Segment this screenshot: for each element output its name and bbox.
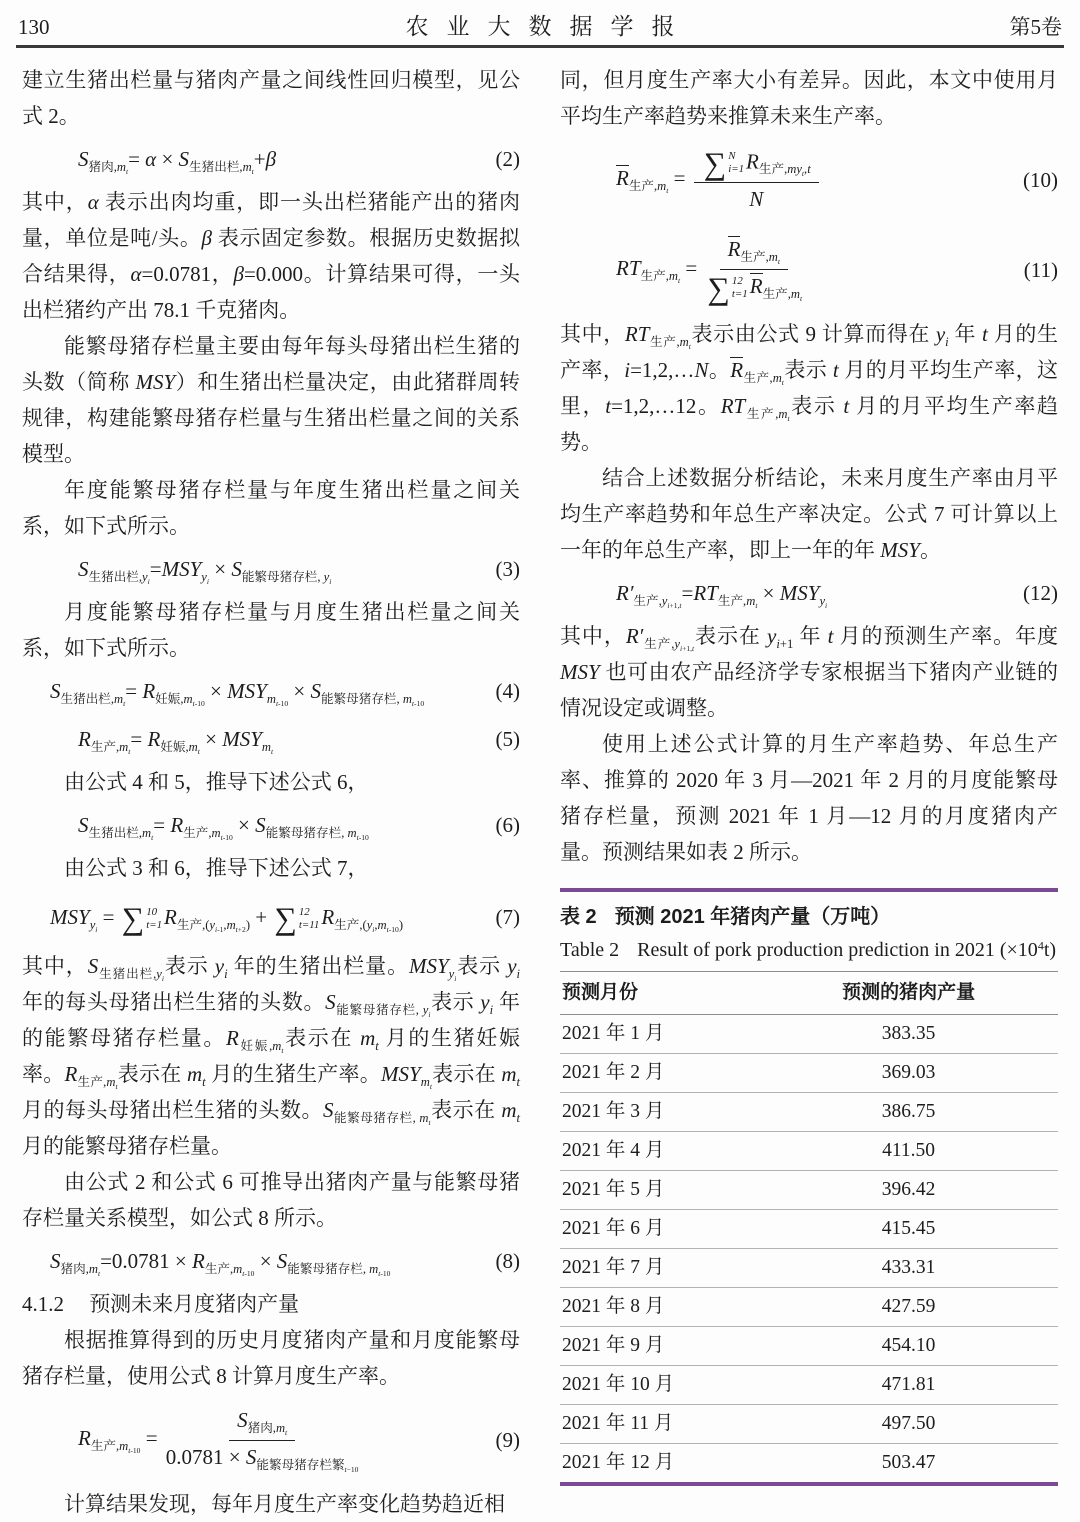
table-header-row [560, 971, 1058, 1015]
equation-8 [22, 1238, 520, 1284]
table-cell-production: 411.50 [882, 1140, 936, 1161]
table-cell-production: 415.45 [881, 1218, 936, 1239]
table-cell-production: 497.50 [881, 1413, 936, 1434]
table-cell-production: 433.31 [881, 1257, 936, 1278]
table-cell-month: 2021 年 12 月 [562, 1452, 675, 1473]
page-header [0, 0, 1080, 45]
equation-6-formula: $S_{生猪出栏,m_t}= R_{生产,m_{t-10}} \times S_{能繁母猪存栏, m_{t-10}}$ [78, 813, 369, 843]
equation-2 [22, 136, 520, 182]
equation-9-number: (9) [495, 1428, 520, 1452]
table-caption-en [560, 934, 1058, 971]
left-paragraph-9: 由公式 2 和公式 6 可推导出猪肉产量与能繁母猪存栏量关系模型，如公式 8 所示。 [22, 1170, 520, 1230]
table-row [560, 1288, 1058, 1327]
left-paragraph-5: 月度能繁母猪存栏量与月度生猪出栏量之间关系，如下式所示。 [22, 600, 520, 660]
equation-2-number: (2) [495, 147, 520, 171]
journal-title: 农业大数据学报 [405, 13, 693, 39]
equation-10-number: (10) [1023, 168, 1058, 192]
table-cell-production: 503.47 [881, 1452, 936, 1473]
equation-8-formula: $S_{猪肉,m_t}=0.0781 \times R_{生产,m_{t-10}} \times S_{能繁母猪存栏, m_{t-10}}$ [50, 1249, 391, 1279]
table-cell-production: 386.75 [881, 1101, 936, 1122]
table-row [560, 1366, 1058, 1405]
equation-7 [22, 888, 520, 946]
left-paragraph-6: 由公式 4 和 5，推导下述公式 6， [64, 770, 369, 794]
equation-7-formula: $MSY_{y_i}$ = ∑ 10 t=1 $R_{生产,(y_{i-1},m_{t+2})}$ + ∑ 12 t=11 $R_{生产,(y_i,m_{t-10})}$ [50, 901, 404, 937]
table-row [560, 1093, 1058, 1132]
table-col-header-production: 预测的猪肉产量 [842, 982, 976, 1003]
left-paragraph-10: 根据推算得到的历史月度猪肉产量和月度能繁母猪存栏量，使用公式 8 计算月度生产率。 [22, 1328, 520, 1388]
table-cell-month: 2021 年 5 月 [562, 1179, 665, 1200]
table-col-header-month: 预测月份 [562, 982, 639, 1003]
equation-10-formula: $R_{生产,m_t}$ = ∑ N i=1 $R_{生产,my_t,t}$ N [616, 148, 1017, 213]
table-cell-production: 427.59 [881, 1296, 936, 1317]
section-number: 4.1.2 [22, 1292, 64, 1316]
table-body [560, 1015, 1058, 1482]
table-cell-month: 2021 年 11 月 [562, 1413, 674, 1434]
equation-8-number: (8) [495, 1249, 520, 1273]
table-cell-production: 471.81 [881, 1374, 936, 1395]
table-cell-month: 2021 年 3 月 [562, 1101, 665, 1122]
equation-2-formula: $S_{猪肉,m_t}= \alpha \times S_{生猪出栏,m_t}+\beta$ [78, 147, 277, 177]
equation-3-number: (3) [495, 557, 520, 581]
equation-5 [22, 716, 520, 762]
table-row [560, 1327, 1058, 1366]
two-column-body [0, 48, 1080, 1522]
table-caption-en-text: Result of pork production prediction in 2021 $(\times 10^4t)$ [637, 938, 1057, 961]
equation-11-number: (11) [1023, 258, 1058, 282]
table-cell-month: 2021 年 6 月 [562, 1218, 665, 1239]
right-paragraph-5: 使用上述公式计算的月生产率趋势、年总生产率、推算的 2020 年 3 月—2021 年 2 月的月度能繁母猪存栏量，预测 2021 年 1 月—12 月的月度猪肉产量。预测结果如表 2 所示。 [560, 732, 1058, 864]
equation-12-formula: $R'_{生产,y_{i+1,t}}=RT_{生产,m_t} \times MSY_{y_i}$ [616, 581, 828, 611]
table-cell-month: 2021 年 9 月 [562, 1335, 665, 1356]
equation-4-number: (4) [495, 679, 520, 703]
table-caption-en-label: Table 2 [560, 939, 620, 961]
equation-12 [560, 570, 1058, 616]
equation-10 [560, 136, 1058, 224]
table-cell-month: 2021 年 10 月 [562, 1374, 675, 1395]
section-heading-412 [22, 1286, 520, 1322]
equation-11 [560, 226, 1058, 314]
left-paragraph-7: 由公式 3 和 6，推导下述公式 7， [64, 856, 369, 880]
table-cell-production: 396.42 [881, 1179, 936, 1200]
right-paragraph-4: 其中，$R'_{生产,y_{i+1,t}}$表示在 $y_{i+1}$ 年 t 月的预测生产率。年度 MSY 也可由农产品经济学专家根据当下猪肉产业链的情况设定或调整。 [560, 624, 1059, 720]
right-paragraph-2: 其中，$RT_{生产,m_t}$表示由公式 9 计算而得在 $y_i$ 年 t 月的生产率，i=1,2,…N。$R_{生产,m_t}$表示 t 月的月平均生产率，这里，t=1,2,…12。$RT_{生产,m_t}$表示 t 月的月平均生产率趋势。 [560, 322, 1059, 454]
left-column [22, 62, 520, 1522]
left-paragraph-2: 其中，α 表示出肉均重，即一头出栏猪能产出的猪肉量，单位是吨/头。β 表示固定参数。根据历史数据拟合结果得，α=0.0781，β=0.000。计算结果可得，一头出栏猪约产出 78.1 千克猪肉。 [22, 190, 521, 322]
table-cell-month: 2021 年 8 月 [562, 1296, 665, 1317]
table-caption-zh-text: 预测 2021 年猪肉产量（万吨） [614, 906, 891, 928]
page-number: 130 [18, 15, 50, 39]
table-row [560, 1405, 1058, 1444]
equation-5-number: (5) [495, 727, 520, 751]
equation-11-formula: $RT_{生产,m_t}$ = $R_{生产,m_t}$ ∑ 12 t=1 $R_{生产,m_t}$ [616, 236, 803, 306]
equation-5-formula: $R_{生产,m_t}= R_{妊娠,m_t} \times MSY_{m_t}$ [78, 727, 274, 757]
table-row [560, 1054, 1058, 1093]
volume-label: 第5卷 [1009, 15, 1062, 39]
table-cell-production: 383.35 [881, 1023, 936, 1044]
equation-4 [22, 668, 520, 714]
table-cell-month: 2021 年 2 月 [562, 1062, 665, 1083]
right-paragraph-1: 同，但月度生产率大小有差异。因此，本文中使用月平均生产率趋势来推算未来生产率。 [560, 68, 1058, 128]
equation-9 [22, 1396, 520, 1484]
table-row [560, 1249, 1058, 1288]
table-2 [560, 888, 1058, 1486]
right-column [560, 62, 1058, 1522]
table-caption-zh [560, 892, 1058, 934]
table-caption-zh-label: 表 2 [560, 906, 597, 928]
left-paragraph-11: 计算结果发现，每年月度生产率变化趋势趋近相 [64, 1492, 505, 1516]
equation-12-number: (12) [1023, 581, 1058, 605]
equation-3 [22, 546, 520, 592]
table-cell-month: 2021 年 7 月 [562, 1257, 665, 1278]
left-paragraph-4: 年度能繁母猪存栏量与年度生猪出栏量之间关系，如下式所示。 [22, 478, 520, 538]
table-row [560, 1444, 1058, 1482]
left-paragraph-3: 能繁母猪存栏量主要由每年每头母猪出栏生猪的头数（简称 MSY）和生猪出栏量决定，由此猪群周转规律，构建能繁母猪存栏量与生猪出栏量之间的关系模型。 [22, 334, 521, 466]
equation-6 [22, 802, 520, 848]
table-cell-production: 454.10 [881, 1335, 936, 1356]
table-row [560, 1015, 1058, 1054]
table-cell-month: 2021 年 1 月 [562, 1023, 665, 1044]
table-bottom-accent-bar [560, 1482, 1058, 1486]
table-row [560, 1171, 1058, 1210]
table-row [560, 1210, 1058, 1249]
left-paragraph-8: 其中，$S_{生猪出栏,y_i}$表示 $y_i$ 年的生猪出栏量。$MSY_{y_i}$表示 $y_i$ 年的每头母猪出栏生猪的头数。$S_{能繁母猪存栏, y_i}$表示 $y_i$ 年的能繁母猪存栏量。$R_{妊娠,m_t}$表示在 $m_t$ 月的生猪妊娠率。$R_{生产,m_t}$表示在 $m_t$ 月的生猪生产率。$MSY_{m_t}$表示在 $m_t$ 月的每头母猪出栏生猪的头数。$S_{能繁母猪存栏, m_t}$表示在 $m_t$ 月的能繁母猪存栏量。 [22, 954, 521, 1158]
right-paragraph-3: 结合上述数据分析结论，未来月度生产率由月平均生产率趋势和年总生产率决定。公式 7 可计算以上一年的年总生产率，即上一年的年 MSY。 [560, 466, 1058, 562]
equation-9-formula: $R_{生产,m_{t-10}}$ = $S_{猪肉,m_t}$ $0.0781 \times S_{能繁母猪存栏繁_{t-10}}$ [78, 1407, 359, 1474]
table-row [560, 1132, 1058, 1171]
equation-3-formula: $S_{生猪出栏,y_i}=MSY_{y_i} \times S_{能繁母猪存栏, y_i}$ [78, 557, 332, 587]
equation-7-number: (7) [495, 905, 520, 929]
table-cell-production: 369.03 [881, 1062, 936, 1083]
left-paragraph-1: 建立生猪出栏量与猪肉产量之间线性回归模型，见公式 2。 [22, 68, 520, 128]
table-cell-month: 2021 年 4 月 [562, 1140, 665, 1161]
section-title: 预测未来月度猪肉产量 [89, 1292, 300, 1316]
equation-4-formula: $S_{生猪出栏,m_t}= R_{妊娠,m_{t-10}} \times MSY_{m_{t-10}} \times S_{能繁母猪存栏, m_{t-10}}$ [50, 679, 425, 709]
equation-6-number: (6) [495, 813, 520, 837]
